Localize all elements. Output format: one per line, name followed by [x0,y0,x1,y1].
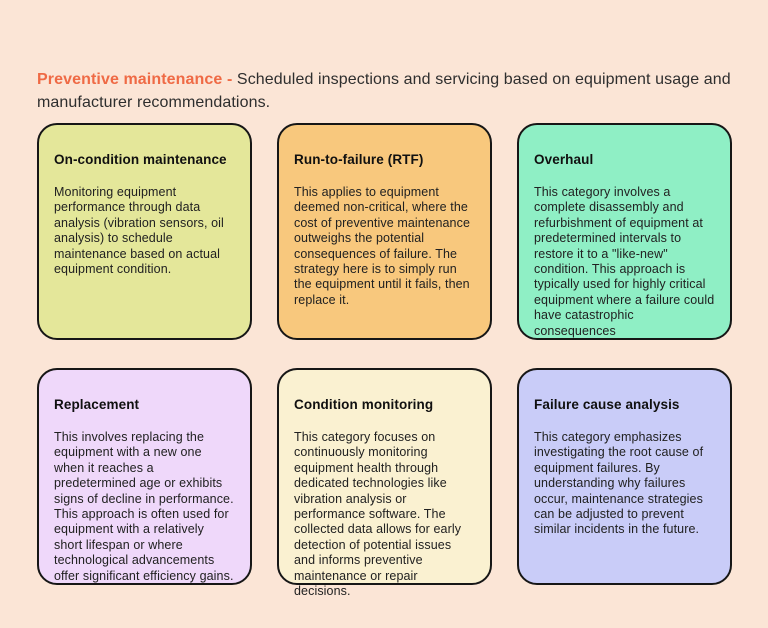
header-description: Scheduled inspections and servicing based on equipment usage and manufacturer recommendations. [37,71,731,111]
card-title: Run-to-failure (RTF) [294,152,424,167]
cards-grid [37,123,732,599]
card-title: Failure cause analysis [534,397,680,412]
card-body: This involves replacing the equipment with a new one when it reaches a predetermined age or exhibits signs of decline in performance. This approach is often used for equipment with a relatively short lifespan or where technological advancements offer significant efficiency gains. [54,430,234,583]
card-body: This category emphasizes investigating the root cause of equipment failures. By understanding why failures occur, maintenance strategies can be adjusted to prevent similar incidents in the future. [534,430,704,537]
card-on-condition-maintenance [37,123,252,340]
card-body: This applies to equipment deemed non-critical, where the cost of preventive maintenance outweighs the potential consequences of failure. The strategy here is to simply run the equipment until it fails, then replace it. [294,185,471,307]
card-title: On-condition maintenance [54,152,227,167]
card-replacement [37,368,252,585]
card-body: This category focuses on continuously monitoring equipment health through dedicated technologies like vibration analysis or performance software. The collected data allows for early detection of potential issues and informs preventive maintenance or repair decisions. [294,430,462,599]
card-run-to-failure [277,123,492,340]
card-title: Replacement [54,397,140,412]
card-failure-cause-analysis [517,368,732,585]
card-condition-monitoring [277,368,492,599]
card-body: This category involves a complete disassembly and refurbishment of equipment at predetermined intervals to restore it to a "like-new" condition. This approach is typically used for highly critical equipment where a failure could have catastrophic consequences [534,185,715,338]
card-title: Condition monitoring [294,397,434,412]
card-title: Overhaul [534,152,594,167]
card-body: Monitoring equipment performance through data analysis (vibration sensors, oil analysis) to schedule maintenance based on actual equipment condition. [54,185,224,277]
header-term: Preventive maintenance - [37,71,233,88]
page-title [37,68,741,114]
card-overhaul [517,123,732,340]
